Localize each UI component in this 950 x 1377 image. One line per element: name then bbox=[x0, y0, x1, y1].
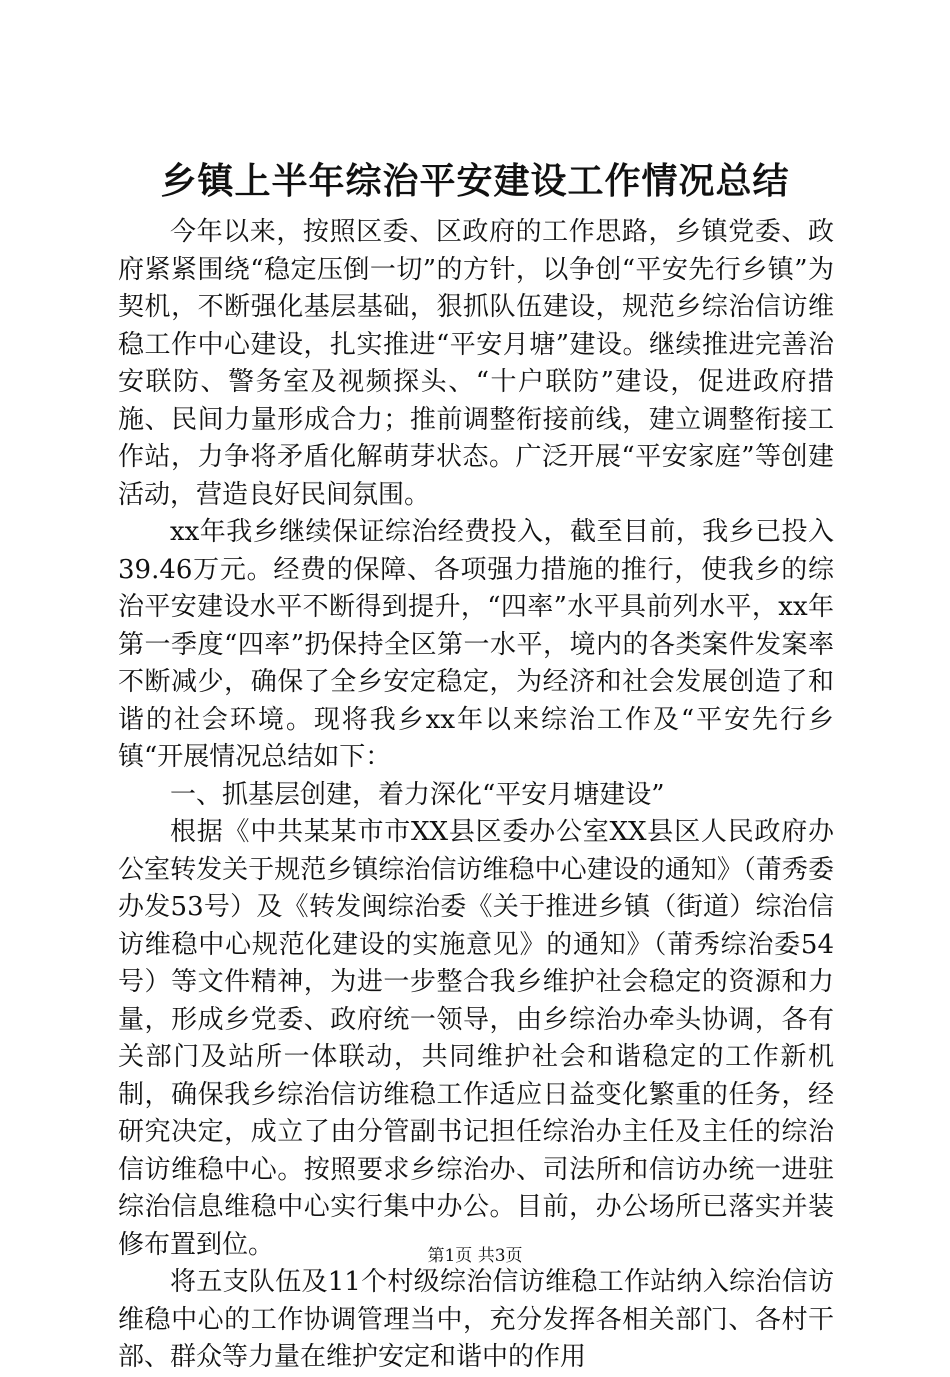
section-heading-1: 一、抓基层创建，着力深化“平安月塘建设” bbox=[170, 779, 665, 810]
paragraph-basis: 根据《中共某某市市XX县区委办公室XX县区人民政府办公室转发关于规范乡镇综治信访维稳中心建设的通知》（莆秀委办发53号）及《转发闽综治委《关于推进乡镇（街道）综治信访维稳中心规范化建设的实施意见》的通知》（莆秀综治委54号）等文件精神，为进一步整合我乡维护社会稳定的资源和力量，形成乡党委、政府统一领导，由乡综治办牵头协调，各有关部门及站所一体联动，共同维护社会和谐稳定的工作新机制，确保我乡综治信访维稳工作适应日益变化繁重的任务，经研究决定，成立了由分管副书记担任综治办主任及主任的综治信访维稳中心。按照要求乡综治办、司法所和信访办统一进驻综治信息维稳中心实行集中办公。目前，办公场所已落实并装修布置到位。 bbox=[118, 817, 834, 1260]
document-body bbox=[118, 214, 834, 1377]
document-title: 乡镇上半年综治平安建设工作情况总结 bbox=[160, 161, 790, 202]
page-number-footer: 第1页 共3页 bbox=[427, 1246, 523, 1266]
paragraph-teams: 将五支队伍及11个村级综治信访维稳工作站纳入综治信访维稳中心的工作协调管理当中，充分发挥各相关部门、各村干部、群众等力量在维护安定和谐中的作用 bbox=[118, 1267, 834, 1372]
paragraph-funding: xx年我乡继续保证综治经费投入，截至目前，我乡已投入39.46万元。经费的保障、各项强力措施的推行，使我乡的综治平安建设水平不断得到提升，“四率”水平具前列水平，xx年第一季度“四率”扔保持全区第一水平，境内的各类案件发案率不断减少，确保了全乡安定稳定，为经济和社会发展创造了和谐的社会环境。现将我乡xx年以来综治工作及“平安先行乡镇“开展情况总结如下： bbox=[118, 517, 834, 772]
paragraph-intro: 今年以来，按照区委、区政府的工作思路，乡镇党委、政府紧紧围绕“稳定压倒一切”的方针，以争创“平安先行乡镇”为契机，不断强化基层基础，狠抓队伍建设，规范乡综治信访维稳工作中心建设，扎实推进“平安月塘”建设。继续推进完善治安联防、警务室及视频探头、“十户联防”建设，促进政府措施、民间力量形成合力；推前调整衔接前线，建立调整衔接工作站，力争将矛盾化解萌芽状态。广泛开展“平安家庭”等创建活动，营造良好民间氛围。 bbox=[118, 217, 834, 510]
